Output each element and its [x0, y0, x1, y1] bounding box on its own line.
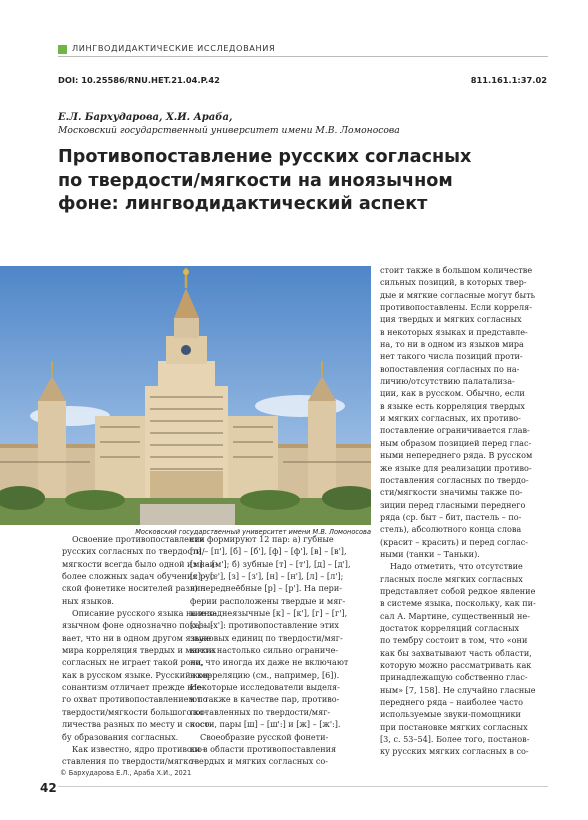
text-line: нет такого числа позиций проти-: [380, 351, 523, 362]
text-line: Описание русского языка на ино-: [72, 608, 218, 619]
photo-caption: Московский государственный университет имени М.В. Ломоносова: [135, 528, 371, 536]
text-line: ставления по твердости/мягко-: [62, 756, 196, 767]
doi: DOI: 10.25586/RNU.HET.21.04.P.42: [58, 75, 220, 85]
text-line: ными (танки – Таньки).: [380, 548, 480, 559]
text-column-3: [380, 264, 536, 758]
text-line: ным» [7, 158]. Не случайно гласные: [380, 684, 536, 695]
text-line: в системе языка, поскольку, как пи-: [380, 598, 536, 609]
text-line: мира корреляция твердых и мягких: [62, 645, 217, 656]
text-line: [х] – [х']: противопоставление этих: [190, 620, 339, 631]
text-line: стель), абсолютного конца слова: [380, 524, 522, 535]
text-line: твердости/мягкости большого ко-: [62, 706, 207, 717]
text-line: поставленных по твердости/мяг-: [190, 706, 331, 717]
text-line: используемые звуки-помощники: [380, 709, 521, 720]
text-line: ют также в качестве пар, противо-: [190, 694, 340, 705]
text-line: ными непереднего ряда. В русском: [380, 450, 533, 461]
text-line: вопоставления согласных по на-: [380, 363, 520, 374]
text-column-2: [190, 533, 360, 768]
copyright: © Бархударова Е.Л., Араба Х.И., 2021: [60, 769, 192, 777]
text-line: [с] – [с'], [з] – [з'], [н] – [н'], [л] – [л'];: [190, 571, 344, 582]
text-line: ции, как в русском. Обычно, если: [380, 388, 525, 399]
text-line: на, то ни в одном из языков мира: [380, 339, 524, 350]
text-line: в языке есть корреляция твердых: [380, 400, 525, 411]
text-line: ряда (ср. быт – бит, пастель – по-: [380, 511, 522, 522]
text-line: сильных позиций, в которых твер-: [380, 277, 527, 288]
text-line: мягкости всегда было одной из наи-: [62, 558, 218, 569]
text-line: звуковых единиц по твердости/мяг-: [190, 632, 343, 643]
text-line: Своеобразие русской фонети-: [200, 731, 329, 742]
text-line: ферии расположены твердые и мяг-: [190, 595, 346, 606]
text-column-1: [62, 533, 218, 768]
text-line: гласных после мягких согласных: [380, 573, 523, 584]
text-line: же языке для реализации противо-: [380, 462, 532, 473]
text-line: [3, с. 53–54]. Более того, постанов-: [380, 734, 530, 745]
text-line: переднего ряда – наиболее часто: [380, 697, 524, 708]
article-title: [58, 146, 508, 217]
title-line: Противопоставление русских согласных: [58, 147, 472, 167]
text-line: представляет собой редкое явление: [380, 585, 536, 596]
text-line: но, что иногда их даже не включают: [190, 657, 349, 668]
text-line: ки в области противопоставления: [190, 743, 337, 754]
text-line: [п] – [п'], [б] – [б'], [ф] – [ф'], [в] – [в'],: [190, 546, 347, 557]
section-label: ЛИНГВОДИДАКТИЧЕСКИЕ ИССЛЕДОВАНИЯ: [72, 43, 276, 53]
text-line: личию/отсутствию палатализа-: [380, 376, 515, 387]
text-line: по тембру состоит в том, что «они: [380, 635, 528, 646]
text-line: Некоторые исследователи выделя-: [190, 682, 340, 693]
text-line: в корреляцию (см., например, [6]).: [190, 669, 340, 680]
text-line: поставление ограничивается глав-: [380, 425, 530, 436]
text-line: ской фонетике носителей различ-: [62, 583, 209, 594]
text-line: кости настолько сильно ограниче-: [190, 645, 339, 656]
text-line: и мягких согласных, их противо-: [380, 413, 521, 424]
text-line: ных языков.: [62, 595, 114, 606]
affiliation: Московский государственный университет имени М.В. Ломоносова: [58, 125, 400, 136]
msu-building-illustration: [0, 266, 371, 525]
text-line: ция твердых и мягких согласных: [380, 314, 522, 325]
text-line: при постановке мягких согласных: [380, 721, 528, 732]
text-line: стоит также в большом количестве: [380, 265, 533, 275]
text-line: язычном фоне однозначно показы-: [62, 620, 214, 631]
text-line: кие заднеязычные [к] – [к'], [г] – [г'],: [190, 608, 348, 619]
text-line: кости, пары [ш] – [ш':] и [ж] – [ж':].: [190, 719, 341, 730]
text-line: согласных не играет такой роли,: [62, 657, 204, 668]
text-line: достаток корреляций согласных: [380, 622, 520, 633]
authors: Е.Л. Бархударова, Х.И. Араба,: [58, 112, 233, 123]
section-header: [58, 43, 548, 57]
text-line: [м] – [м']; б) зубные [т] – [т'], [д] – [д'],: [190, 558, 351, 569]
title-line: фоне: лингводидактический аспект: [58, 194, 428, 214]
text-line: в некоторых языках и представле-: [380, 326, 528, 337]
footer-divider: [58, 786, 548, 787]
text-line: Освоение противопоставления: [72, 534, 205, 544]
text-line: русских согласных по твердости/: [62, 546, 205, 557]
text-line: которую можно рассматривать как: [380, 660, 532, 670]
section-marker-square: [58, 45, 67, 54]
text-line: сти формируют 12 пар: а) губные: [190, 534, 334, 544]
title-line: по твердости/мягкости на иноязычном: [58, 170, 453, 191]
text-line: бу образования согласных.: [62, 731, 179, 742]
text-line: (красит – красить) и перед соглас-: [380, 536, 528, 547]
text-line: сти/мягкости значимы также по-: [380, 487, 523, 498]
page-number: 42: [40, 781, 57, 795]
text-line: в) переднеёбные [р] – [р']. На пери-: [190, 583, 342, 594]
text-line: Надо отметить, что отсутствие: [390, 561, 523, 572]
text-line: ным образом позицией перед глас-: [380, 437, 532, 448]
udc-code: 811.161.1:37.02: [470, 75, 547, 85]
text-line: Как известно, ядро противопо-: [72, 743, 205, 754]
text-line: твердых и мягких согласных со-: [190, 756, 329, 767]
text-line: принадлежащую собственно глас-: [380, 672, 528, 683]
text-line: противопоставлены. Если корреля-: [380, 302, 532, 313]
text-line: как в русском языке. Русский кон-: [62, 669, 212, 680]
text-line: дые и мягкие согласные могут быть: [380, 289, 535, 300]
text-line: сонантизм отличает прежде все-: [62, 682, 204, 693]
text-line: ку русских мягких согласных в со-: [380, 746, 529, 757]
university-photo: [0, 266, 371, 525]
text-line: личества разных по месту и спосо-: [62, 719, 213, 730]
text-line: зиции перед гласными переднего: [380, 499, 526, 510]
text-line: как бы захватывают часть области,: [380, 647, 532, 658]
text-line: поставления согласных по твердо-: [380, 474, 529, 485]
text-line: сал А. Мартине, существенный не-: [380, 610, 530, 621]
text-line: го охват противопоставлением по: [62, 694, 208, 705]
text-line: вает, что ни в одном другом языке: [62, 632, 212, 643]
text-line: более сложных задач обучения рус-: [62, 571, 218, 582]
